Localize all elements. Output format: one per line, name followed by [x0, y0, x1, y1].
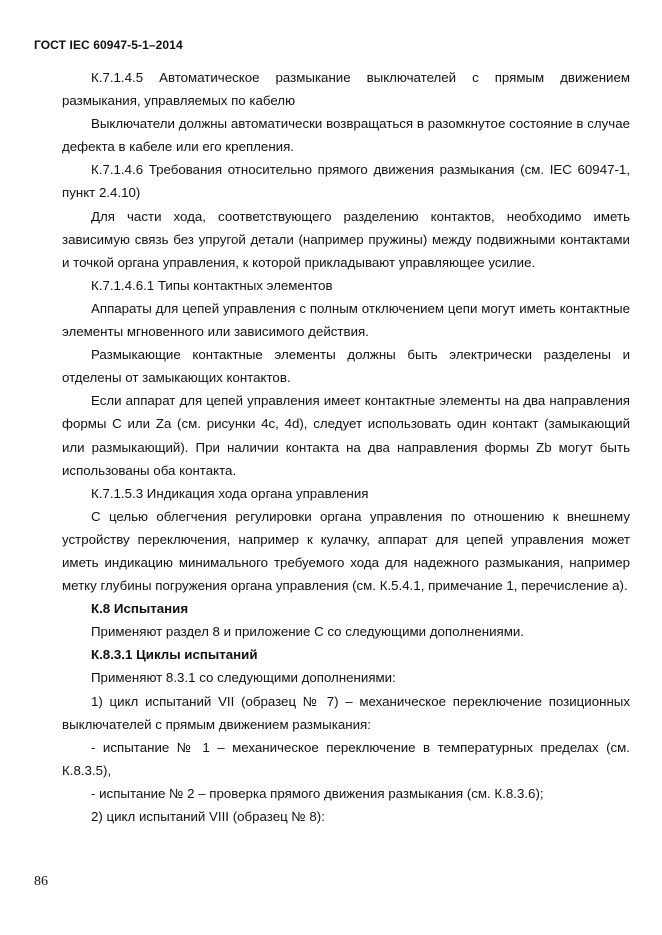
paragraph: Для части хода, соответствующего разделению контактов, необходимо иметь зависимую связь без упругой детали (например пружины) между подвижными контактами и точкой органа управления, к которой прикладывают управляющее усилие.: [62, 208, 630, 270]
paragraph: Аппараты для цепей управления с полным отключением цепи могут иметь контактные элементы мгновенного или зависимого действия.: [62, 300, 630, 340]
paragraph: Выключатели должны автоматически возвращаться в разомкнутое состояние в случае дефекта в кабеле или его крепления.: [62, 116, 630, 155]
section-heading-k-8: К.8 Испытания: [91, 601, 189, 617]
paragraph-k-7-1-4-6-1: К.7.1.4.6.1 Типы контактных элементов: [91, 277, 333, 293]
list-item: 1) цикл испытаний VII (образец № 7) – механическое переключение позиционных выключателей с прямым движением размыкания:: [62, 693, 630, 732]
paragraph: Применяют 8.3.1 со следующими дополнениями:: [91, 670, 396, 686]
paragraph-k-7-1-4-5: К.7.1.4.5 Автоматическое размыкание выключателей с прямым движением размыкания, управляемых по кабелю: [62, 70, 630, 109]
document-code-header: ГОСТ IEC 60947-5-1–2014: [34, 38, 183, 52]
list-item: - испытание № 1 – механическое переключение в температурных пределах (см. К.8.3.5),: [62, 739, 630, 778]
section-heading-k-8-3-1: К.8.3.1 Циклы испытаний: [91, 647, 258, 663]
paragraph: Размыкающие контактные элементы должны быть электрически разделены и отделены от замыкающих контактов.: [62, 347, 630, 386]
list-item: - испытание № 2 – проверка прямого движения размыкания (см. К.8.3.6);: [91, 785, 544, 801]
paragraph: С целью облегчения регулировки органа управления по отношению к внешнему устройству переключения, например к кулачку, аппарат для цепей управления может иметь индикацию минимального требуемого хода для надежного размыкания, например метку глубины погружения органа управления (см. К.5.4.1, примечание 1, перечисление а).: [62, 508, 630, 594]
page-number: 86: [34, 874, 48, 889]
paragraph: Применяют раздел 8 и приложение С со следующими дополнениями.: [91, 624, 524, 640]
document-body: [62, 66, 630, 828]
paragraph-k-7-1-5-3: К.7.1.5.3 Индикация хода органа управления: [91, 485, 369, 501]
list-item: 2) цикл испытаний VIII (образец № 8):: [91, 809, 325, 824]
paragraph: Если аппарат для цепей управления имеет контактные элементы на два направления формы С или Za (см. рисунки 4c, 4d), следует использовать один контакт (замыкающий или размыкающий). При наличии контакта на два направления формы Zb могут быть использованы оба контакта.: [62, 393, 630, 478]
paragraph-k-7-1-4-6: К.7.1.4.6 Требования относительно прямого движения размыкания (см. IEC 60947-1, пункт 2.4.10): [62, 162, 630, 201]
